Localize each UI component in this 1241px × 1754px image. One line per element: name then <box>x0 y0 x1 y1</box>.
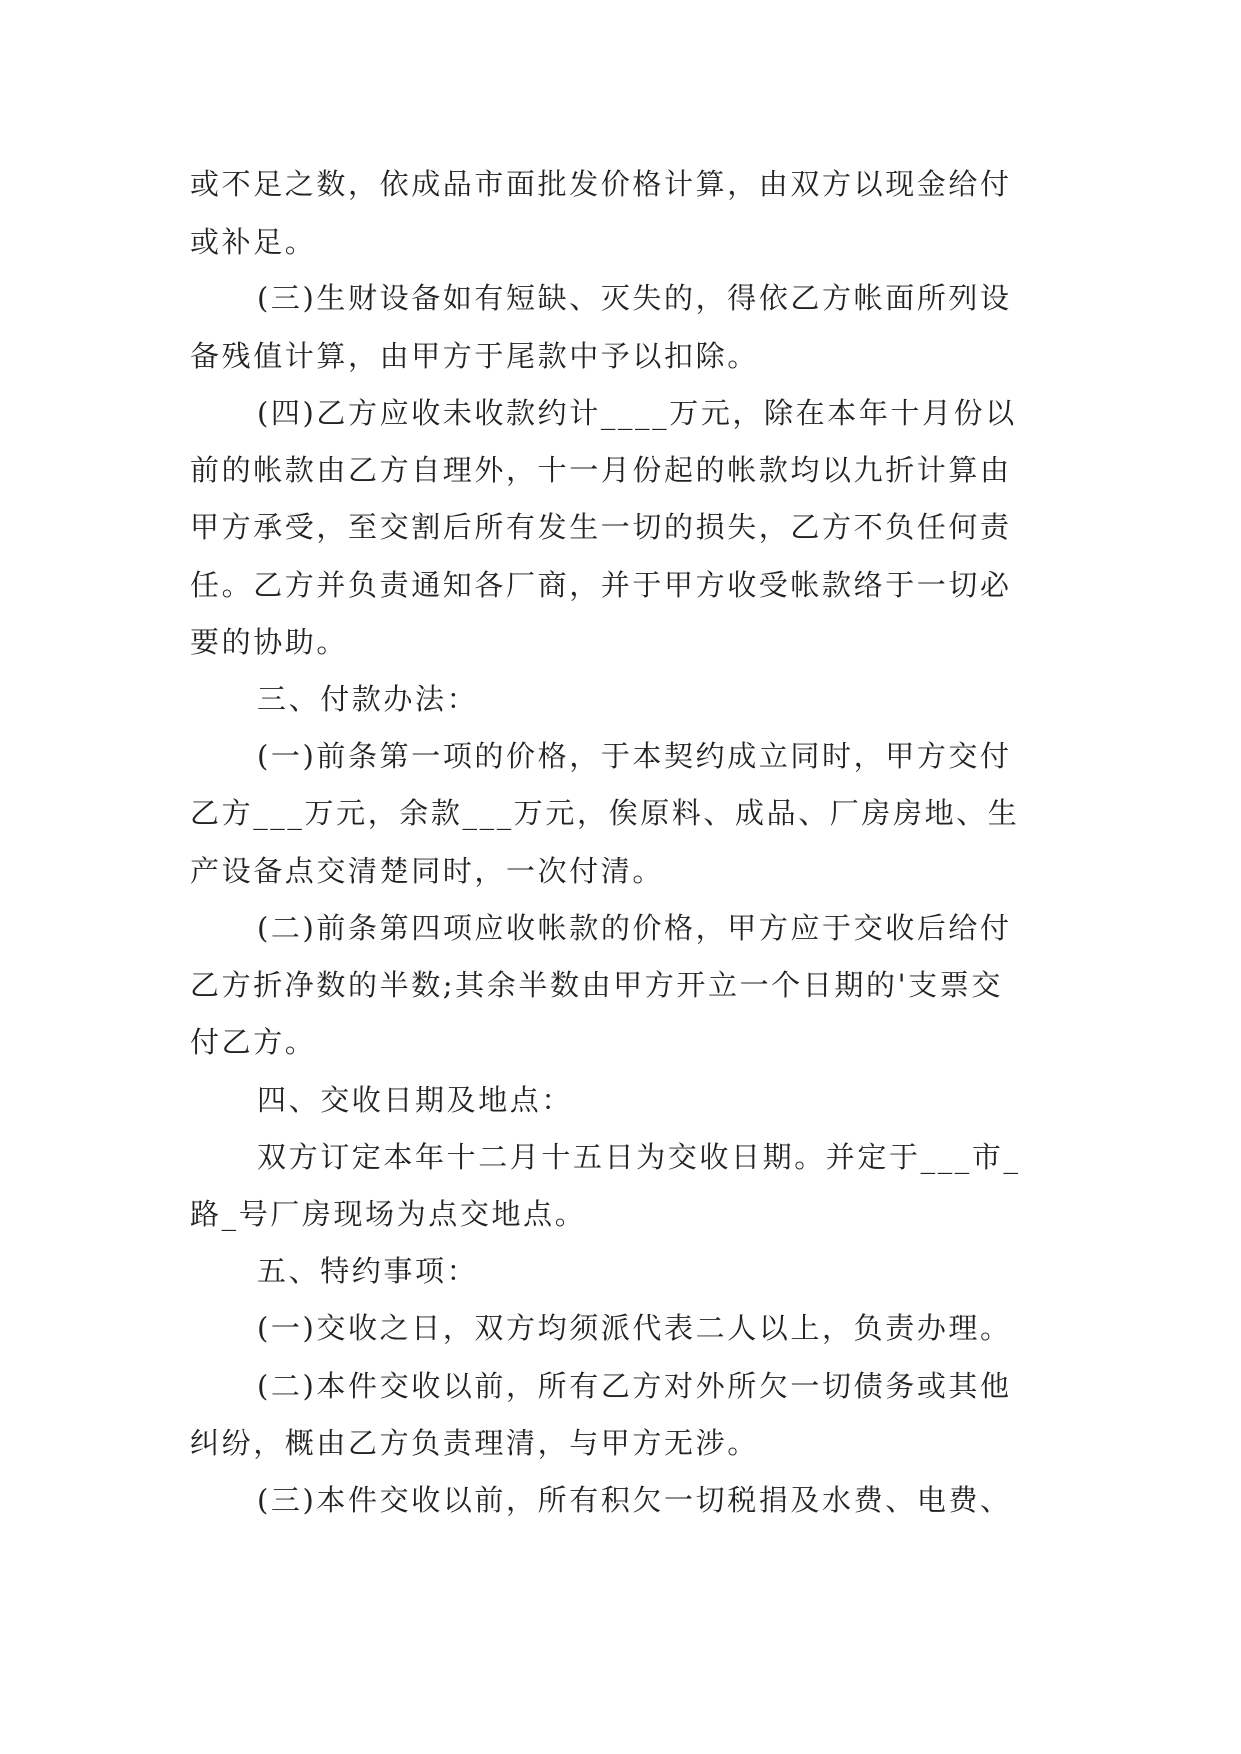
text-line-22: (二)本件交收以前，所有乙方对外所欠一切债务或其他 <box>257 1369 1012 1403</box>
text-line-20: 五、特约事项： <box>257 1254 479 1288</box>
text-line-19: 路_号厂房现场为点交地点。 <box>190 1197 587 1231</box>
text-line-8: 任。乙方并负责通知各厂商，并于甲方收受帐款络于一切必 <box>190 568 1012 602</box>
text-line-7: 甲方承受，至交割后所有发生一切的损失，乙方不负任何责 <box>190 510 1012 544</box>
text-line-15: 乙方折净数的半数;其余半数由甲方开立一个日期的'支票交 <box>190 968 1003 1002</box>
text-line-16: 付乙方。 <box>190 1025 317 1059</box>
text-line-12: 乙方___万元，余款___万元，俟原料、成品、厂房房地、生 <box>190 796 1020 830</box>
text-line-23: 纠纷，概由乙方负责理清，与甲方无涉。 <box>190 1426 759 1460</box>
text-line-3: (三)生财设备如有短缺、灭失的，得依乙方帐面所列设 <box>257 281 1012 315</box>
text-line-18: 双方订定本年十二月十五日为交收日期。并定于___市_ <box>257 1140 1021 1174</box>
text-line-24: (三)本件交收以前，所有积欠一切税捐及水费、电费、 <box>257 1483 1012 1517</box>
text-line-17: 四、交收日期及地点： <box>257 1083 574 1117</box>
text-line-1: 或不足之数，依成品市面批发价格计算，由双方以现金给付 <box>190 167 1012 201</box>
text-line-21: (一)交收之日，双方均须派代表二人以上，负责办理。 <box>257 1311 1012 1345</box>
text-line-4: 备残值计算，由甲方于尾款中予以扣除。 <box>190 339 759 373</box>
text-line-5: (四)乙方应收未收款约计____万元，除在本年十月份以 <box>257 396 1017 430</box>
text-line-9: 要的协助。 <box>190 625 349 659</box>
text-line-2: 或补足。 <box>190 225 317 259</box>
text-line-11: (一)前条第一项的价格，于本契约成立同时，甲方交付 <box>257 739 1012 773</box>
text-line-14: (二)前条第四项应收帐款的价格，甲方应于交收后给付 <box>257 911 1012 945</box>
text-line-6: 前的帐款由乙方自理外，十一月份起的帐款均以九折计算由 <box>190 453 1012 487</box>
text-line-10: 三、付款办法： <box>257 682 479 716</box>
text-line-13: 产设备点交清楚同时，一次付清。 <box>190 854 665 888</box>
